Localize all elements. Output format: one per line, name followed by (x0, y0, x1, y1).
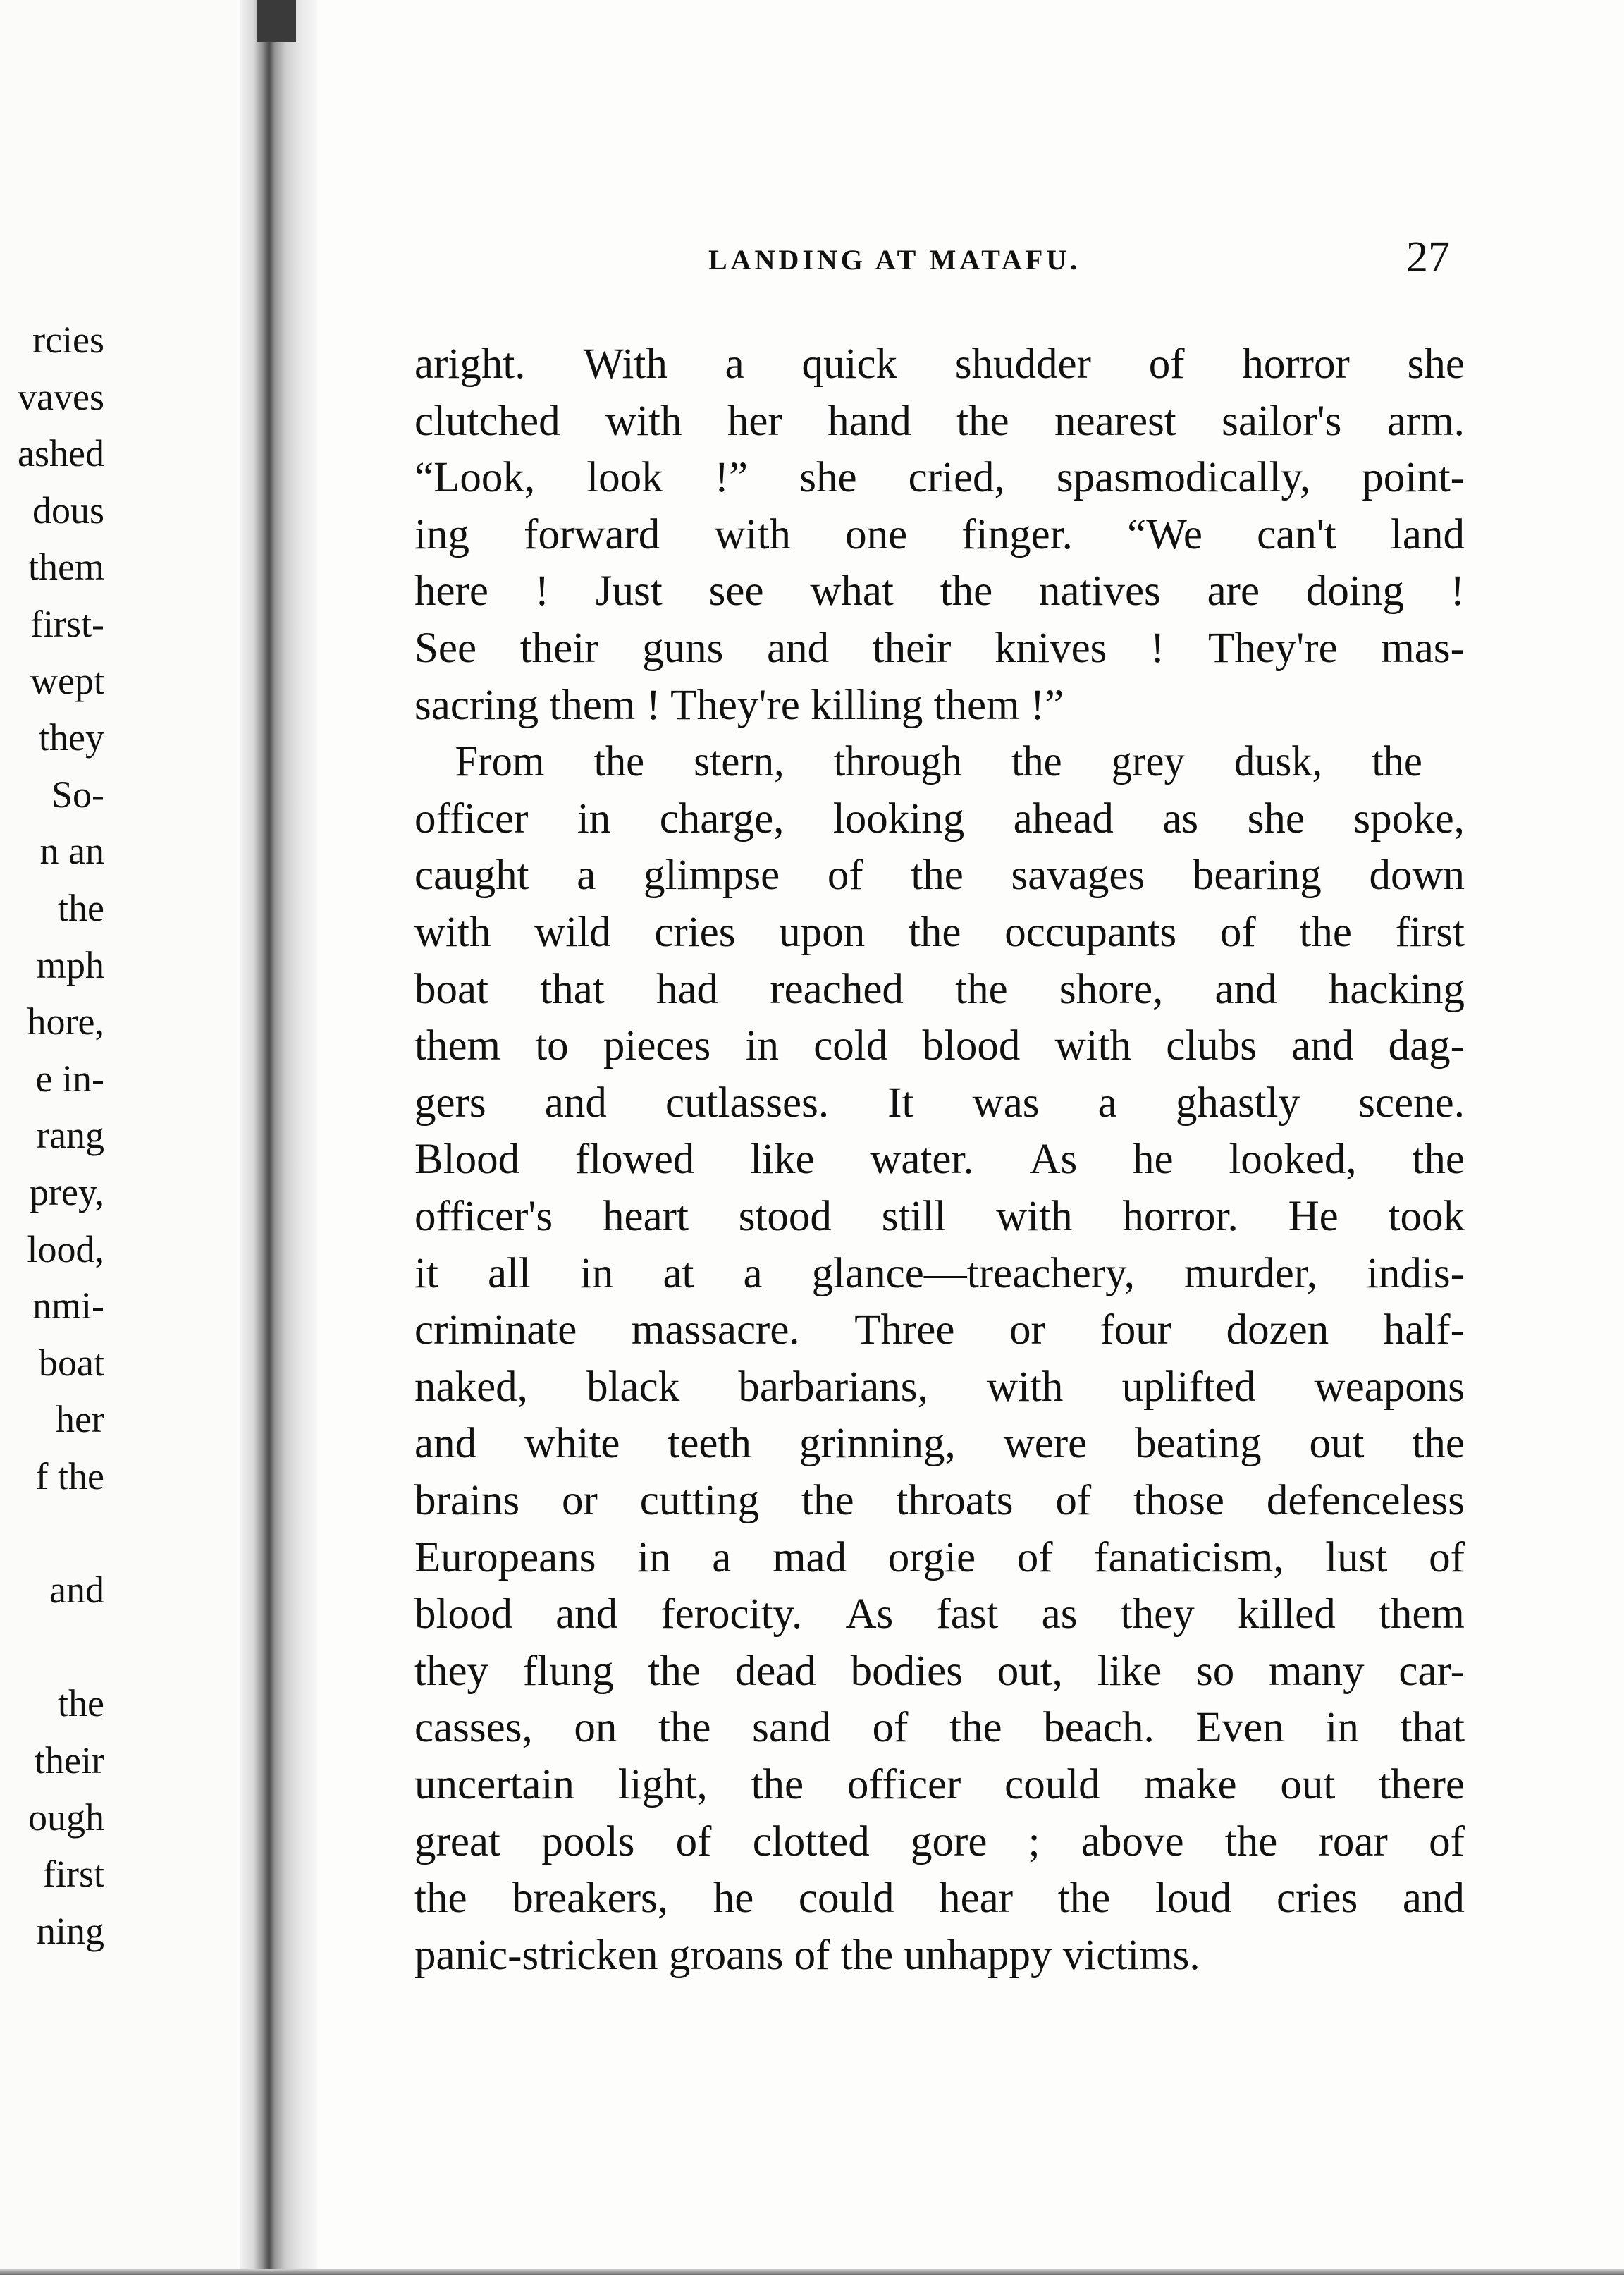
body-line: Europeans in a mad orgie of fanaticism, lust of (414, 1533, 1465, 1581)
body-line: officer in charge, looking ahead as she spoke, (414, 795, 1465, 842)
body-line: the breakers, he could hear the loud cries and (414, 1875, 1465, 1923)
gutter-dark-edge (257, 0, 296, 42)
body-line: sacring them ! They're killing them !” (414, 681, 1064, 729)
left-page-text-fragments (0, 319, 104, 1952)
left-page-fragment: them (28, 546, 104, 589)
left-page-fragment: boat (39, 1341, 104, 1384)
body-text (414, 340, 1465, 2032)
page-number: 27 (1406, 233, 1450, 281)
left-page-fragment: their (35, 1739, 104, 1782)
body-line: here ! Just see what the natives are doing ! (414, 568, 1465, 615)
body-line: boat that had reached the shore, and hacking (414, 965, 1465, 1013)
body-line: officer's heart stood still with horror. He took (414, 1193, 1465, 1240)
book-gutter-shadow (240, 0, 317, 2275)
left-page-fragment: lood, (27, 1227, 104, 1270)
left-facing-page (0, 0, 240, 2275)
left-page-fragment: ashed (18, 432, 104, 475)
left-page-fragment: wept (30, 659, 104, 702)
body-line: uncertain light, the officer could make out there (414, 1761, 1465, 1808)
left-page-fragment: rcies (32, 319, 104, 361)
body-line: caught a glimpse of the savages bearing down (414, 852, 1465, 900)
body-line: casses, on the sand of the beach. Even in that (414, 1704, 1465, 1752)
body-line: and white teeth grinning, were beating out the (414, 1420, 1465, 1468)
left-page-fragment: mph (36, 943, 104, 986)
left-page-fragment: and (49, 1569, 104, 1612)
page-bottom-edge (0, 2269, 1624, 2275)
left-page-fragment: first (43, 1853, 104, 1896)
left-page-fragment: rang (37, 1114, 104, 1157)
left-page-fragment: ning (36, 1909, 104, 1952)
running-head: LANDING AT MATAFU. (708, 244, 1081, 276)
left-page-fragment: first- (30, 603, 104, 645)
body-line: From the stern, through the grey dusk, the (455, 738, 1422, 786)
left-page-fragment: the (58, 887, 104, 929)
body-line: “Look, look !” she cried, spasmodically, point- (414, 454, 1465, 502)
body-line: ing forward with one finger. “We can't land (414, 510, 1465, 558)
left-page-fragment: So- (51, 773, 104, 816)
left-page-fragment: e in- (35, 1057, 104, 1100)
left-page-fragment: they (39, 716, 104, 759)
left-page-fragment: nmi- (32, 1284, 104, 1327)
left-page-fragment: ough (28, 1796, 104, 1839)
body-line: naked, black barbarians, with uplifted weapons (414, 1363, 1465, 1411)
body-line: aright. With a quick shudder of horror she (414, 341, 1465, 388)
left-page-fragment: the (58, 1682, 104, 1725)
left-page-fragment: dous (32, 489, 104, 532)
body-line: brains or cutting the throats of those defenceless (414, 1477, 1465, 1524)
left-page-fragment: n an (39, 830, 104, 873)
body-line: Blood flowed like water. As he looked, the (414, 1136, 1465, 1184)
body-line: See their guns and their knives ! They're mas- (414, 625, 1465, 672)
body-line: criminate massacre. Three or four dozen half- (414, 1306, 1465, 1354)
body-line: blood and ferocity. As fast as they killed them (414, 1590, 1465, 1638)
body-line: they flung the dead bodies out, like so many car- (414, 1647, 1465, 1695)
body-line: clutched with her hand the nearest sailor's arm. (414, 397, 1465, 445)
body-line: panic-stricken groans of the unhappy victims. (414, 1931, 1200, 1979)
body-line: great pools of clotted gore ; above the roar of (414, 1817, 1465, 1865)
body-line: them to pieces in cold blood with clubs and dag- (414, 1022, 1465, 1070)
body-line: with wild cries upon the occupants of the first (414, 909, 1465, 956)
left-page-fragment: her (56, 1398, 104, 1441)
left-page-fragment: hore, (27, 1000, 104, 1043)
left-page-fragment: f the (35, 1455, 104, 1497)
body-line: it all in at a glance—treachery, murder, indis- (414, 1249, 1465, 1297)
left-page-fragment: prey, (30, 1171, 104, 1213)
body-line: gers and cutlasses. It was a ghastly scene. (414, 1079, 1465, 1127)
left-page-fragment: vaves (18, 375, 104, 418)
